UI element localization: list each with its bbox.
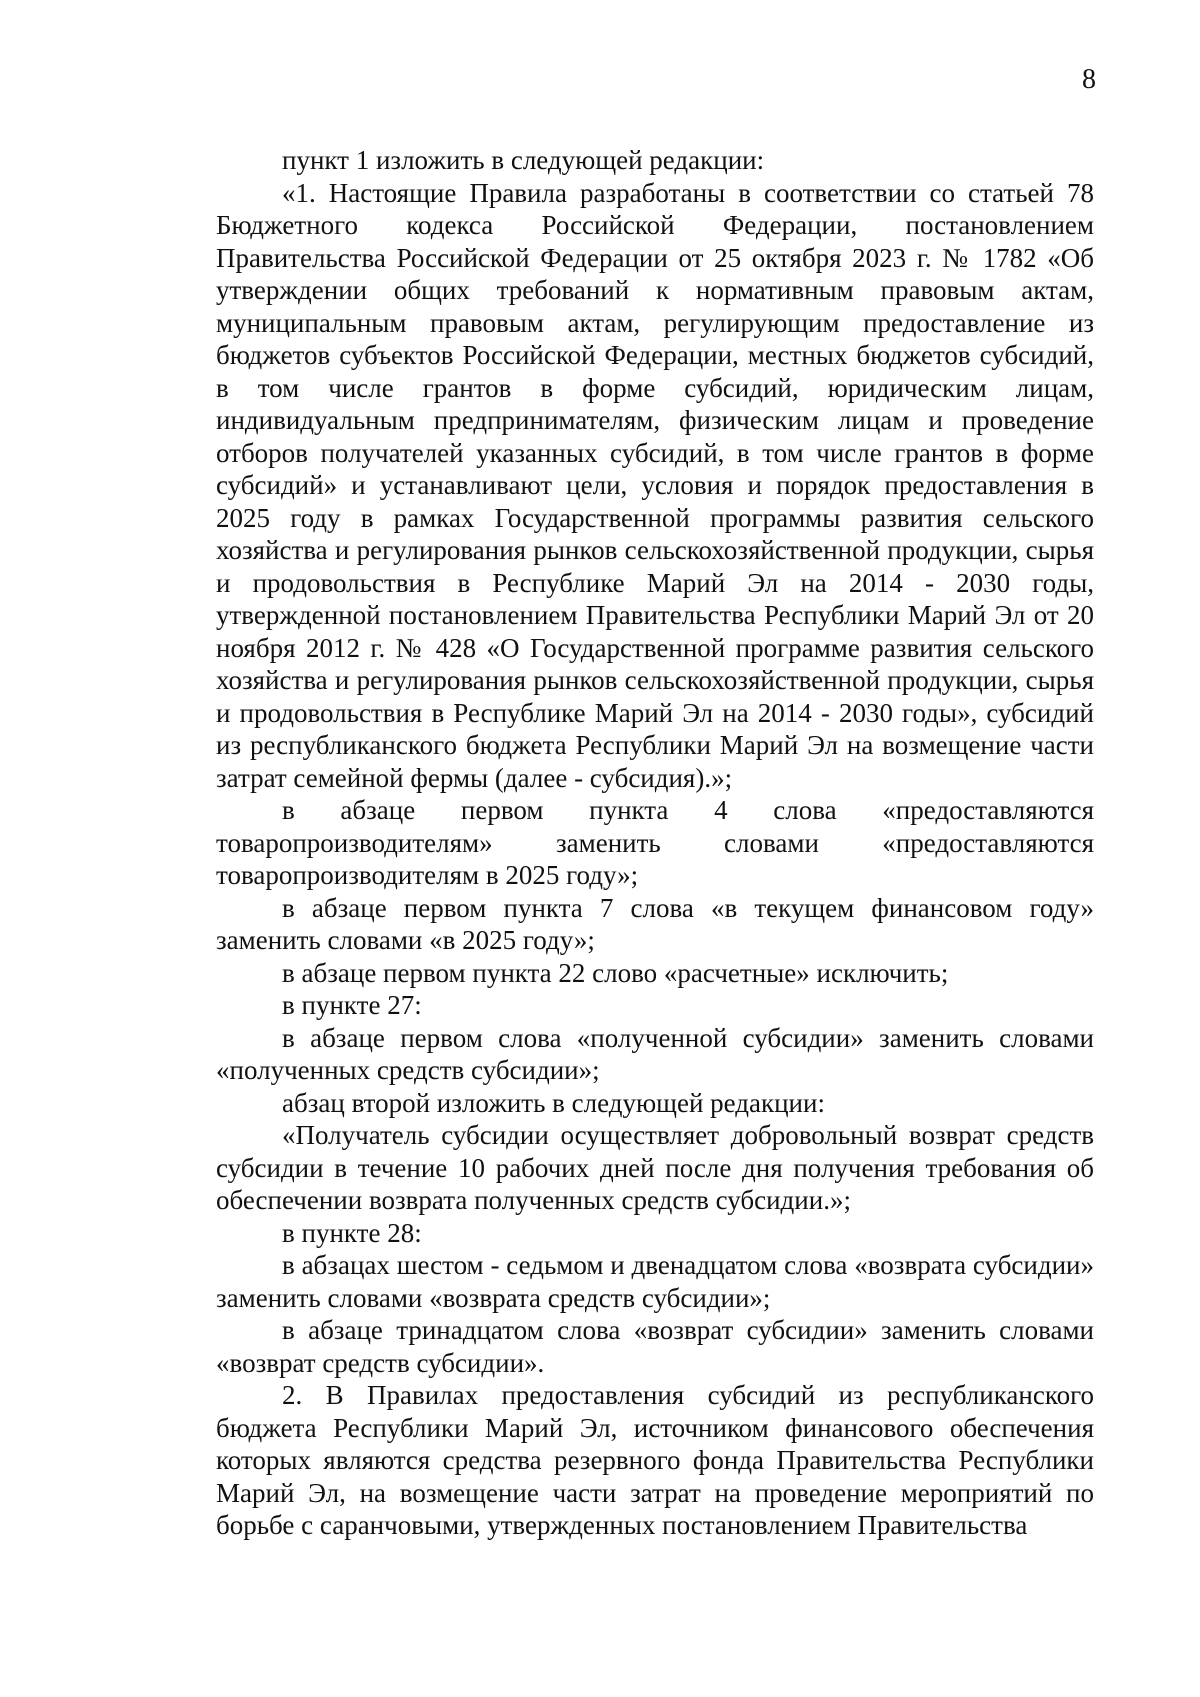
paragraph: в абзаце первом слова «полученной субсидии» заменить словами «полученных средств субсидии»;	[216, 1022, 1094, 1085]
paragraph: в абзаце тринадцатом слова «возврат субсидии» заменить словами «возврат средств субсидии».	[216, 1315, 1094, 1378]
paragraph: абзац второй изложить в следующей редакции:	[282, 1087, 825, 1118]
paragraph: в пункте 27:	[282, 990, 422, 1020]
paragraph: пункт 1 изложить в следующей редакции:	[282, 145, 765, 175]
paragraph: в абзацах шестом - седьмом и двенадцатом слова «возврата субсидии» заменить словами «возврата средств субсидии»;	[216, 1250, 1094, 1313]
paragraph: «1. Настоящие Правила разработаны в соответствии со статьей 78 Бюджетного кодекса Российской Федерации, постановлением Правительства Российской Федерации от 25 октября 2023 г. № 1782 «Об утверждении общих требований к нормативным правовым актам, муниципальным правовым актам, регулирующим предоставление из бюджетов субъектов Российской Федерации, местных бюджетов субсидий, в том числе грантов в форме субсидий, юридическим лицам, индивидуальным предпринимателям, физическим лицам и проведение отборов получателей указанных субсидий, в том числе грантов в форме субсидий» и устанавливают цели, условия и порядок предоставления в 2025 году в рамках Государственной программы развития сельского хозяйства и регулирования рынков сельскохозяйственной продукции, сырья и продовольствия в Республике Марий Эл на 2014 - 2030 годы, утвержденной постановлением Правительства Республики Марий Эл от 20 ноября 2012 г. № 428 «О Государственной программе развития сельского хозяйства и регулирования рынков сельскохозяйственной продукции, сырья и продовольствия в Республике Марий Эл на 2014 - 2030 годы», субсидий из республиканского бюджета Республики Марий Эл на возмещение части затрат семейной фермы (далее - субсидия).»;	[216, 177, 1094, 793]
document-body	[216, 144, 1094, 1542]
paragraph: 2. В Правилах предоставления субсидий из республиканского бюджета Республики Марий Эл, источником финансового обеспечения которых являются средства резервного фонда Правительства Республики Марий Эл, на возмещение части затрат на проведение мероприятий по борьбе с саранчовыми, утвержденных постановлением Правительства	[216, 1380, 1094, 1540]
page-number: 8	[1082, 64, 1096, 95]
paragraph: в абзаце первом пункта 4 слова «предоставляются товаропроизводителям» заменить словами «предоставляются товаропроизводителям в 2025 году»;	[216, 795, 1094, 890]
paragraph: в абзаце первом пункта 22 слово «расчетные» исключить;	[282, 957, 949, 988]
paragraph: в пункте 28:	[282, 1217, 422, 1248]
paragraph: в абзаце первом пункта 7 слова «в текущем финансовом году» заменить словами «в 2025 году»;	[216, 892, 1094, 955]
paragraph: «Получатель субсидии осуществляет добровольный возврат средств субсидии в течение 10 рабочих дней после дня получения требования об обеспечении возврата полученных средств субсидии.»;	[216, 1120, 1094, 1215]
